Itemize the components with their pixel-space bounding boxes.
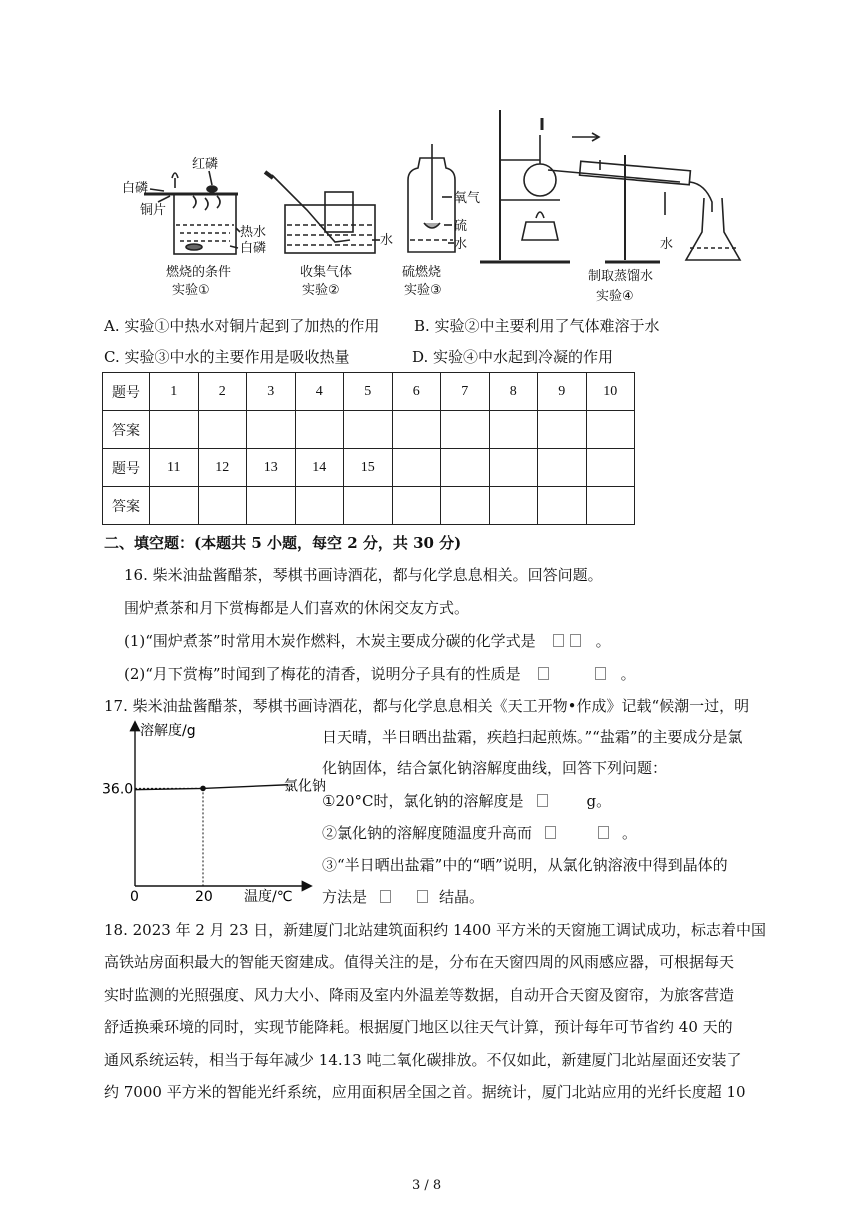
answer-cell[interactable]	[295, 487, 344, 525]
table-cell: 14	[295, 449, 344, 487]
section-title: 二、填空题：(本题共 5 小题，每空 2 分，共 30 分)	[104, 534, 462, 552]
table-cell	[441, 449, 490, 487]
nacl-solubility-curve	[135, 785, 288, 790]
q16-part2-text: (2)“月下赏梅”时闻到了梅花的清香，说明分子具有的性质是	[124, 665, 521, 683]
label-water-3: 水	[454, 237, 468, 252]
data-point	[200, 786, 206, 792]
y-tick-label: 36.0	[102, 781, 134, 798]
label-sulfur: 硫	[454, 219, 468, 234]
answer-cell[interactable]	[392, 411, 441, 449]
label-white-phosphorus-2: 白磷	[240, 241, 267, 256]
answer-cell[interactable]	[441, 487, 490, 525]
q16-stem: 16. 柴米油盐酱醋茶，琴棋书画诗酒花，都与化学息息相关。回答问题。	[124, 566, 603, 584]
table-cell	[538, 449, 587, 487]
answer-cell[interactable]	[489, 487, 538, 525]
q16-part1-end: 。	[595, 632, 611, 650]
exp1-number: 实验①	[172, 283, 210, 298]
exp4-caption: 制取蒸馏水	[588, 269, 654, 284]
q18-line-5: 通风系统运转，相当于每年减少 14.13 吨二氧化碳排放。不仅如此，新建厦门北站屋面还安装了	[104, 1051, 742, 1069]
answer-cell[interactable]	[150, 411, 199, 449]
q18-line-6: 约 7000 平方米的智能光纤系统，应用面积居全国之首。据统计，厦门北站应用的光纤长度超 10	[104, 1083, 746, 1101]
page-number: 3 / 8	[412, 1178, 442, 1193]
q16-part2-end: 。	[620, 665, 636, 683]
label-copper: 铜片	[140, 203, 167, 218]
table-cell: 12	[198, 449, 247, 487]
option-b: B. 实验②中主要利用了气体难溶于水	[414, 317, 660, 335]
table-cell: 6	[392, 373, 441, 411]
y-axis-label: 溶解度/g	[140, 723, 196, 739]
table-cell: 13	[247, 449, 296, 487]
exp3-number: 实验③	[404, 283, 442, 298]
answer-blank[interactable]	[545, 826, 556, 839]
q18-line-1: 18. 2023 年 2 月 23 日，新建厦门北站建筑面积约 1400 平方米的天窗施工调试成功，标志着中国	[104, 921, 766, 939]
label-oxygen: 氧气	[454, 191, 481, 206]
answer-cell[interactable]	[150, 487, 199, 525]
answer-cell[interactable]	[247, 411, 296, 449]
q18-line-4: 舒适换乘环境的同时，实现节能降耗。根据厦门地区以往天气计算，预计每年可节省约 40 天的	[104, 1018, 733, 1036]
experiments-figure	[100, 100, 780, 310]
answer-cell[interactable]	[489, 411, 538, 449]
option-c: C. 实验③中水的主要作用是吸收热量	[104, 348, 350, 366]
q18-line-2: 高铁站房面积最大的智能天窗建成。值得关注的是，分布在天窗四周的风雨感应器，可根据每天	[104, 953, 735, 971]
q17-sub2-text: ②氯化钠的溶解度随温度升高而	[322, 824, 533, 842]
table-cell	[489, 449, 538, 487]
answer-blank[interactable]	[595, 667, 606, 680]
table-cell: 11	[150, 449, 199, 487]
answer-cell[interactable]	[295, 411, 344, 449]
exp2-caption: 收集气体	[300, 265, 353, 280]
x-tick-label: 20	[195, 889, 213, 905]
q16-part1-text: (1)“围炉煮茶”时常用木炭作燃料，木炭主要成分碳的化学式是	[124, 632, 536, 650]
label-red-phosphorus: 红磷	[192, 157, 219, 172]
table-cell: 1	[150, 373, 199, 411]
table-cell: 7	[441, 373, 490, 411]
label-hot-water: 热水	[240, 225, 267, 240]
answer-cell[interactable]	[198, 487, 247, 525]
table-cell: 2	[198, 373, 247, 411]
q16-intro: 围炉煮茶和月下赏梅都是人们喜欢的休闲交友方式。	[124, 599, 470, 617]
q17-sub1	[322, 791, 611, 811]
answer-cell[interactable]	[344, 411, 393, 449]
answer-blank[interactable]	[538, 667, 549, 680]
answer-cell[interactable]	[392, 487, 441, 525]
option-d: D. 实验④中水起到冷凝的作用	[412, 348, 614, 366]
answer-cell[interactable]	[538, 411, 587, 449]
table-cell: 10	[586, 373, 635, 411]
q16-part1	[124, 631, 611, 651]
table-cell: 5	[344, 373, 393, 411]
answer-blank[interactable]	[537, 794, 548, 807]
solubility-chart	[100, 715, 326, 910]
table-answer-label: 答案	[103, 411, 150, 449]
origin-label: 0	[130, 889, 139, 905]
answer-cell[interactable]	[586, 487, 635, 525]
beaker-1	[174, 194, 236, 254]
answer-blank[interactable]	[380, 890, 391, 903]
table-row-question-1	[103, 373, 635, 411]
table-header-cell: 题号	[103, 373, 150, 411]
table-row-answer-2	[103, 487, 635, 525]
q17-sub4-end: 结晶。	[439, 888, 485, 906]
table-cell: 4	[295, 373, 344, 411]
q17-sub4-text: 方法是	[322, 888, 368, 906]
label-white-phosphorus: 白磷	[122, 181, 149, 196]
answer-blank[interactable]	[570, 634, 581, 647]
table-cell: 15	[344, 449, 393, 487]
answer-cell[interactable]	[538, 487, 587, 525]
x-axis-label: 温度/℃	[244, 889, 293, 905]
table-row-question-2	[103, 449, 635, 487]
exp1-caption: 燃烧的条件	[166, 265, 232, 280]
answer-table	[102, 372, 635, 525]
q18-line-3: 实时监测的光照强度、风力大小、降雨及室内外温差等数据，自动开合天窗及窗帘，为旅客营造	[104, 986, 735, 1004]
exp2-number: 实验②	[302, 283, 340, 298]
q17-sub4	[322, 887, 484, 907]
answer-cell[interactable]	[586, 411, 635, 449]
table-cell: 8	[489, 373, 538, 411]
answer-cell[interactable]	[198, 411, 247, 449]
answer-cell[interactable]	[247, 487, 296, 525]
table-cell	[392, 449, 441, 487]
answer-blank[interactable]	[553, 634, 564, 647]
q17-sub2-end: 。	[622, 824, 638, 842]
table-cell: 3	[247, 373, 296, 411]
label-water-2: 水	[380, 233, 394, 248]
series-label: 氯化钠	[284, 778, 326, 795]
label-water-4: 水	[660, 237, 674, 252]
answer-blank[interactable]	[598, 826, 609, 839]
q17-sub1-text: ①20°C时，氯化钠的溶解度是	[322, 792, 524, 810]
table-answer-label: 答案	[103, 487, 150, 525]
q17-sub1-end: g。	[586, 792, 612, 810]
table-cell: 9	[538, 373, 587, 411]
table-row-answer-1	[103, 411, 635, 449]
option-a: A. 实验①中热水对铜片起到了加热的作用	[104, 317, 380, 335]
answer-cell[interactable]	[344, 487, 393, 525]
q16-part2	[124, 664, 636, 684]
exp4-number: 实验④	[596, 289, 634, 304]
answer-cell[interactable]	[441, 411, 490, 449]
exp3-caption: 硫燃烧	[402, 265, 442, 280]
q17-sub2	[322, 823, 637, 843]
q17-line2: 日天晴，半日晒出盐霜，疾趋扫起煎炼。”“盐霜”的主要成分是氯	[322, 728, 743, 746]
q17-sub3: ③“半日晒出盐霜”中的“晒”说明，从氯化钠溶液中得到晶体的	[322, 856, 728, 874]
table-cell	[586, 449, 635, 487]
distilling-flask	[524, 164, 556, 196]
q17-line3: 化钠固体，结合氯化钠溶解度曲线，回答下列问题：	[322, 759, 668, 777]
q17-line1: 17. 柴米油盐酱醋茶，琴棋书画诗酒花，都与化学息息相关《天工开物•作成》记载“候潮一过，明	[104, 697, 750, 715]
answer-blank[interactable]	[417, 890, 428, 903]
table-header-cell: 题号	[103, 449, 150, 487]
